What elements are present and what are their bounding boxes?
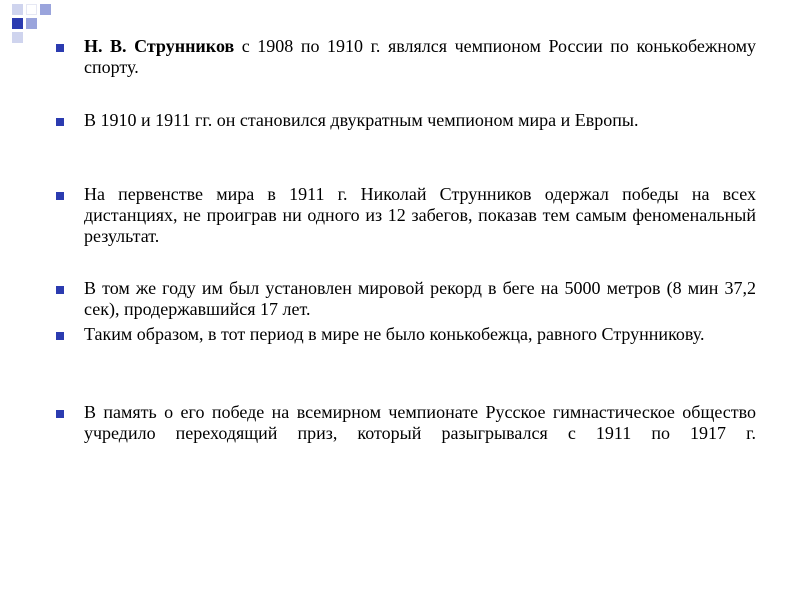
square-bullet-icon [56, 44, 64, 52]
list-item [56, 402, 756, 444]
list-item [56, 36, 756, 78]
list-item [56, 278, 756, 320]
list-item [56, 184, 756, 247]
list-item [56, 110, 756, 131]
square-bullet-icon [56, 192, 64, 200]
paragraph-text: В том же году им был установлен мировой рекорд в беге на 5000 метров (8 мин 37,2 сек), продержавшийся 17 лет. [84, 278, 756, 319]
square-bullet-icon [56, 410, 64, 418]
bold-name: Н. В. Струнников [84, 36, 235, 56]
paragraph-text [84, 36, 756, 78]
paragraph-text: В память о его победе на всемирном чемпионате Русское гимнастическое общество учредило переходящий приз, который разыгрывался с 1911 по 1917 г. [84, 402, 756, 443]
paragraph-body: с 1908 по 1910 г. являлся чемпионом России по конькобежному спорту. [84, 36, 757, 77]
square-bullet-icon [56, 286, 64, 294]
paragraph-text: Таким образом, в тот период в мире не было конькобежца, равного Струнникову. [84, 324, 705, 344]
paragraph-text: На первенстве мира в 1911 г. Николай Струнников одержал победы на всех дистанциях, не проиграв ни одного из 12 забегов, показав тем самым феноменальный результат. [84, 184, 756, 246]
square-bullet-icon [56, 118, 64, 126]
paragraph-text: В 1910 и 1911 гг. он становился двукратным чемпионом мира и Европы. [84, 110, 639, 130]
list-item [56, 324, 756, 345]
square-bullet-icon [56, 332, 64, 340]
